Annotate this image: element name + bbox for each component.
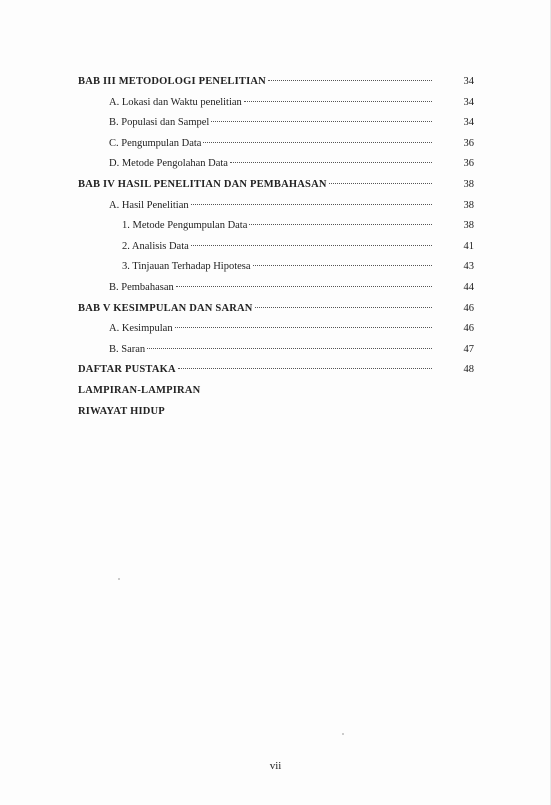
scan-speck [118, 578, 120, 580]
toc-dot-leader [175, 327, 432, 328]
page-footer-number: vii [269, 760, 282, 772]
toc-entry-label: A. Kesimpulan [109, 323, 173, 334]
toc-entry-label: LAMPIRAN-LAMPIRAN [78, 385, 201, 396]
toc-dot-leader [253, 265, 432, 266]
toc-dot-leader [230, 162, 432, 163]
toc-entry-page: 34 [463, 76, 474, 87]
toc-entry [122, 257, 432, 277]
toc-entry-page: 43 [463, 261, 474, 272]
toc-entry-page: 46 [463, 303, 474, 314]
toc-entry [109, 196, 432, 216]
toc-entry-page: 36 [463, 158, 474, 169]
toc-entry [78, 72, 432, 92]
toc-dot-leader [191, 245, 432, 246]
toc-dot-leader [244, 101, 432, 102]
toc-dot-leader [268, 80, 432, 81]
toc-entry [78, 381, 438, 401]
toc-entry [122, 216, 432, 236]
scan-speck [342, 733, 344, 735]
toc-entry [109, 113, 432, 133]
toc-dot-leader [176, 286, 432, 287]
toc-entry [109, 340, 432, 360]
toc-entry-label: 1. Metode Pengumpulan Data [122, 220, 248, 231]
toc-entry-label: A. Lokasi dan Waktu penelitian [109, 97, 242, 108]
toc-entry-label: BAB V KESIMPULAN DAN SARAN [78, 303, 253, 314]
toc-entry-label: D. Metode Pengolahan Data [109, 158, 228, 169]
toc-entry-page: 38 [463, 179, 474, 190]
toc-entry-label: A. Hasil Penelitian [109, 200, 189, 211]
toc-entry [109, 134, 432, 154]
toc-entry [78, 175, 432, 195]
toc-entry-label: B. Saran [109, 344, 146, 355]
toc-entry [122, 237, 432, 257]
toc-entry [109, 319, 432, 339]
toc-entry-label: B. Pembahasan [109, 282, 174, 293]
toc-entry-label: B. Populasi dan Sampel [109, 117, 210, 128]
toc-entry-label: 2. Analisis Data [122, 241, 189, 252]
toc-entry-page: 34 [463, 117, 474, 128]
toc-entry [78, 402, 438, 422]
toc-dot-leader [249, 224, 432, 225]
toc-entry-label: BAB III METODOLOGI PENELITIAN [78, 76, 266, 87]
toc-entry-page: 34 [463, 97, 474, 108]
toc-entry-page: 47 [463, 344, 474, 355]
toc-entry [109, 93, 432, 113]
toc-entry-page: 48 [463, 364, 474, 375]
toc-dot-leader [147, 348, 432, 349]
toc-entry-label: RIWAYAT HIDUP [78, 406, 165, 417]
toc-dot-leader [191, 204, 432, 205]
toc-entry [109, 278, 432, 298]
toc-entry-page: 36 [463, 138, 474, 149]
toc-entry [78, 299, 432, 319]
toc-dot-leader [255, 307, 432, 308]
toc-entry-label: C. Pengumpulan Data [109, 138, 202, 149]
toc-entry-label: 3. Tinjauan Terhadap Hipotesa [122, 261, 251, 272]
toc-entry-page: 38 [463, 200, 474, 211]
toc-dot-leader [211, 121, 432, 122]
toc-entry-page: 38 [463, 220, 474, 231]
toc-entry-page: 41 [463, 241, 474, 252]
toc-dot-leader [178, 368, 432, 369]
toc-entry-page: 46 [463, 323, 474, 334]
toc-dot-leader [329, 183, 432, 184]
toc-entry-label: DAFTAR PUSTAKA [78, 364, 176, 375]
toc-dot-leader [203, 142, 432, 143]
toc-entry-page: 44 [463, 282, 474, 293]
toc-entry [78, 360, 432, 380]
toc-entry [109, 154, 432, 174]
toc-entry-label: BAB IV HASIL PENELITIAN DAN PEMBAHASAN [78, 179, 327, 190]
